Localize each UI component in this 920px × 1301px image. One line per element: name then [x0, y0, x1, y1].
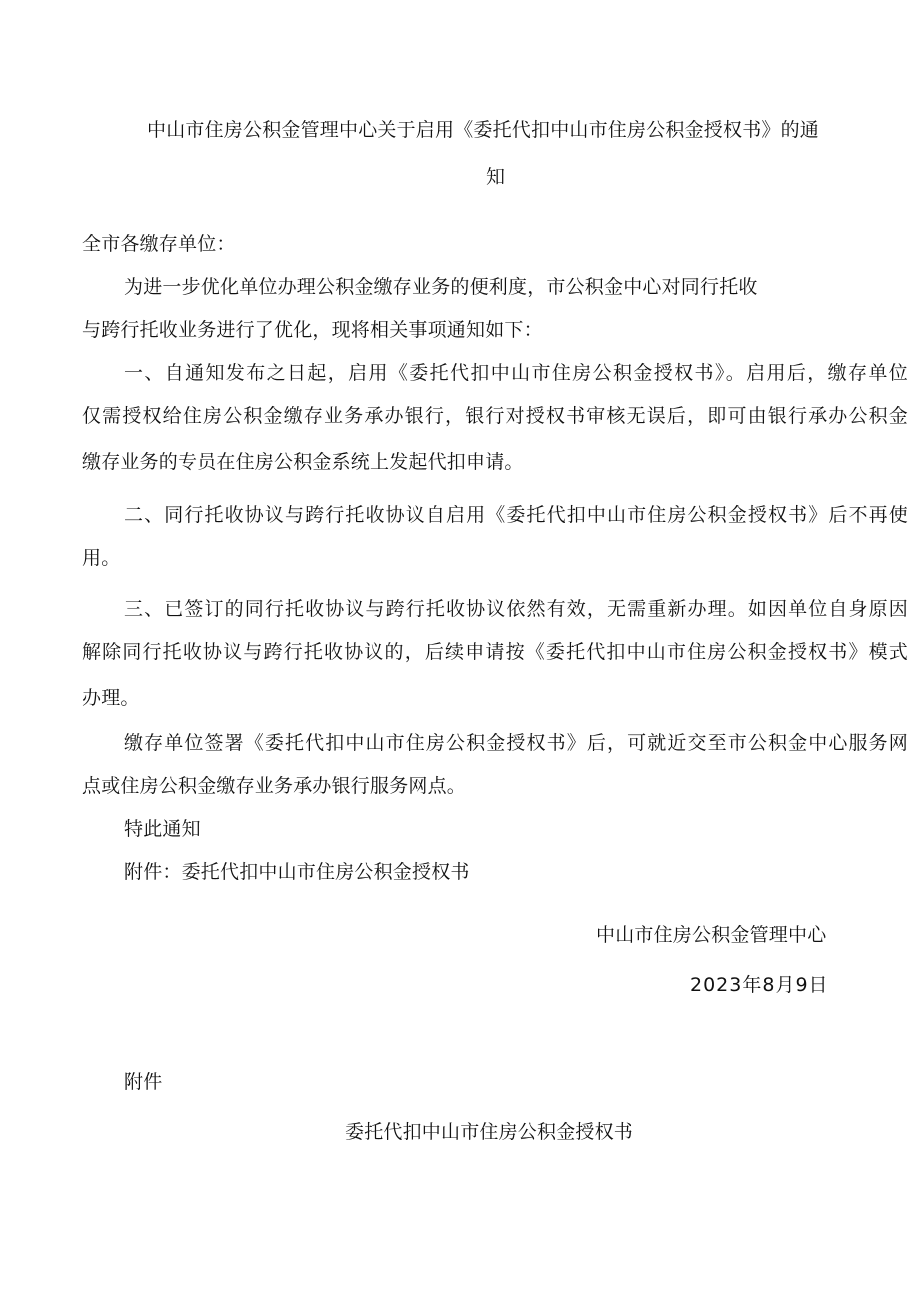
appendix-title: 委托代扣中山市住房公积金授权书: [345, 1121, 634, 1143]
item-1-line-3: 缴存业务的专员在住房公积金系统上发起代扣申请。: [82, 451, 524, 473]
document-title-line-2: 知: [486, 166, 506, 188]
salutation: 全市各缴存单位：: [82, 233, 236, 255]
item-1-line-2: 仅需授权给住房公积金缴存业务承办银行，银行对授权书审核无误后，即可由银行承办公积金: [82, 405, 908, 427]
signature-organization: 中山市住房公积金管理中心: [596, 924, 827, 946]
item-3-line-2: 解除同行托收协议与跨行托收协议的，后续申请按《委托代扣中山市住房公积金授权书》模式: [82, 641, 908, 663]
item-2-line-2: 用。: [82, 547, 121, 569]
item-3-line-1: 三、已签订的同行托收协议与跨行托收协议依然有效，无需重新办理。如因单位自身原因: [124, 598, 908, 620]
item-4-line-1: 缴存单位签署《委托代扣中山市住房公积金授权书》后，可就近交至市公积金中心服务网: [124, 732, 908, 754]
attachment-note: 附件：委托代扣中山市住房公积金授权书: [124, 861, 470, 883]
document-title-line-1: 中山市住房公积金管理中心关于启用《委托代扣中山市住房公积金授权书》的通: [147, 119, 820, 141]
closing-text: 特此通知: [124, 818, 201, 840]
appendix-label: 附件: [124, 1071, 163, 1093]
signature-date: 2023年8月9日: [690, 974, 829, 996]
item-3-line-3: 办理。: [82, 687, 140, 709]
intro-line-2: 与跨行托收业务进行了优化，现将相关事项通知如下：: [82, 319, 543, 341]
item-4-line-2: 点或住房公积金缴存业务承办银行服务网点。: [82, 775, 467, 797]
intro-line-1: 为进一步优化单位办理公积金缴存业务的便利度，市公积金中心对同行托收: [124, 276, 758, 298]
item-2-line-1: 二、同行托收协议与跨行托收协议自启用《委托代扣中山市住房公积金授权书》后不再使: [124, 504, 908, 526]
item-1-line-1: 一、自通知发布之日起，启用《委托代扣中山市住房公积金授权书》。启用后，缴存单位: [124, 362, 908, 384]
